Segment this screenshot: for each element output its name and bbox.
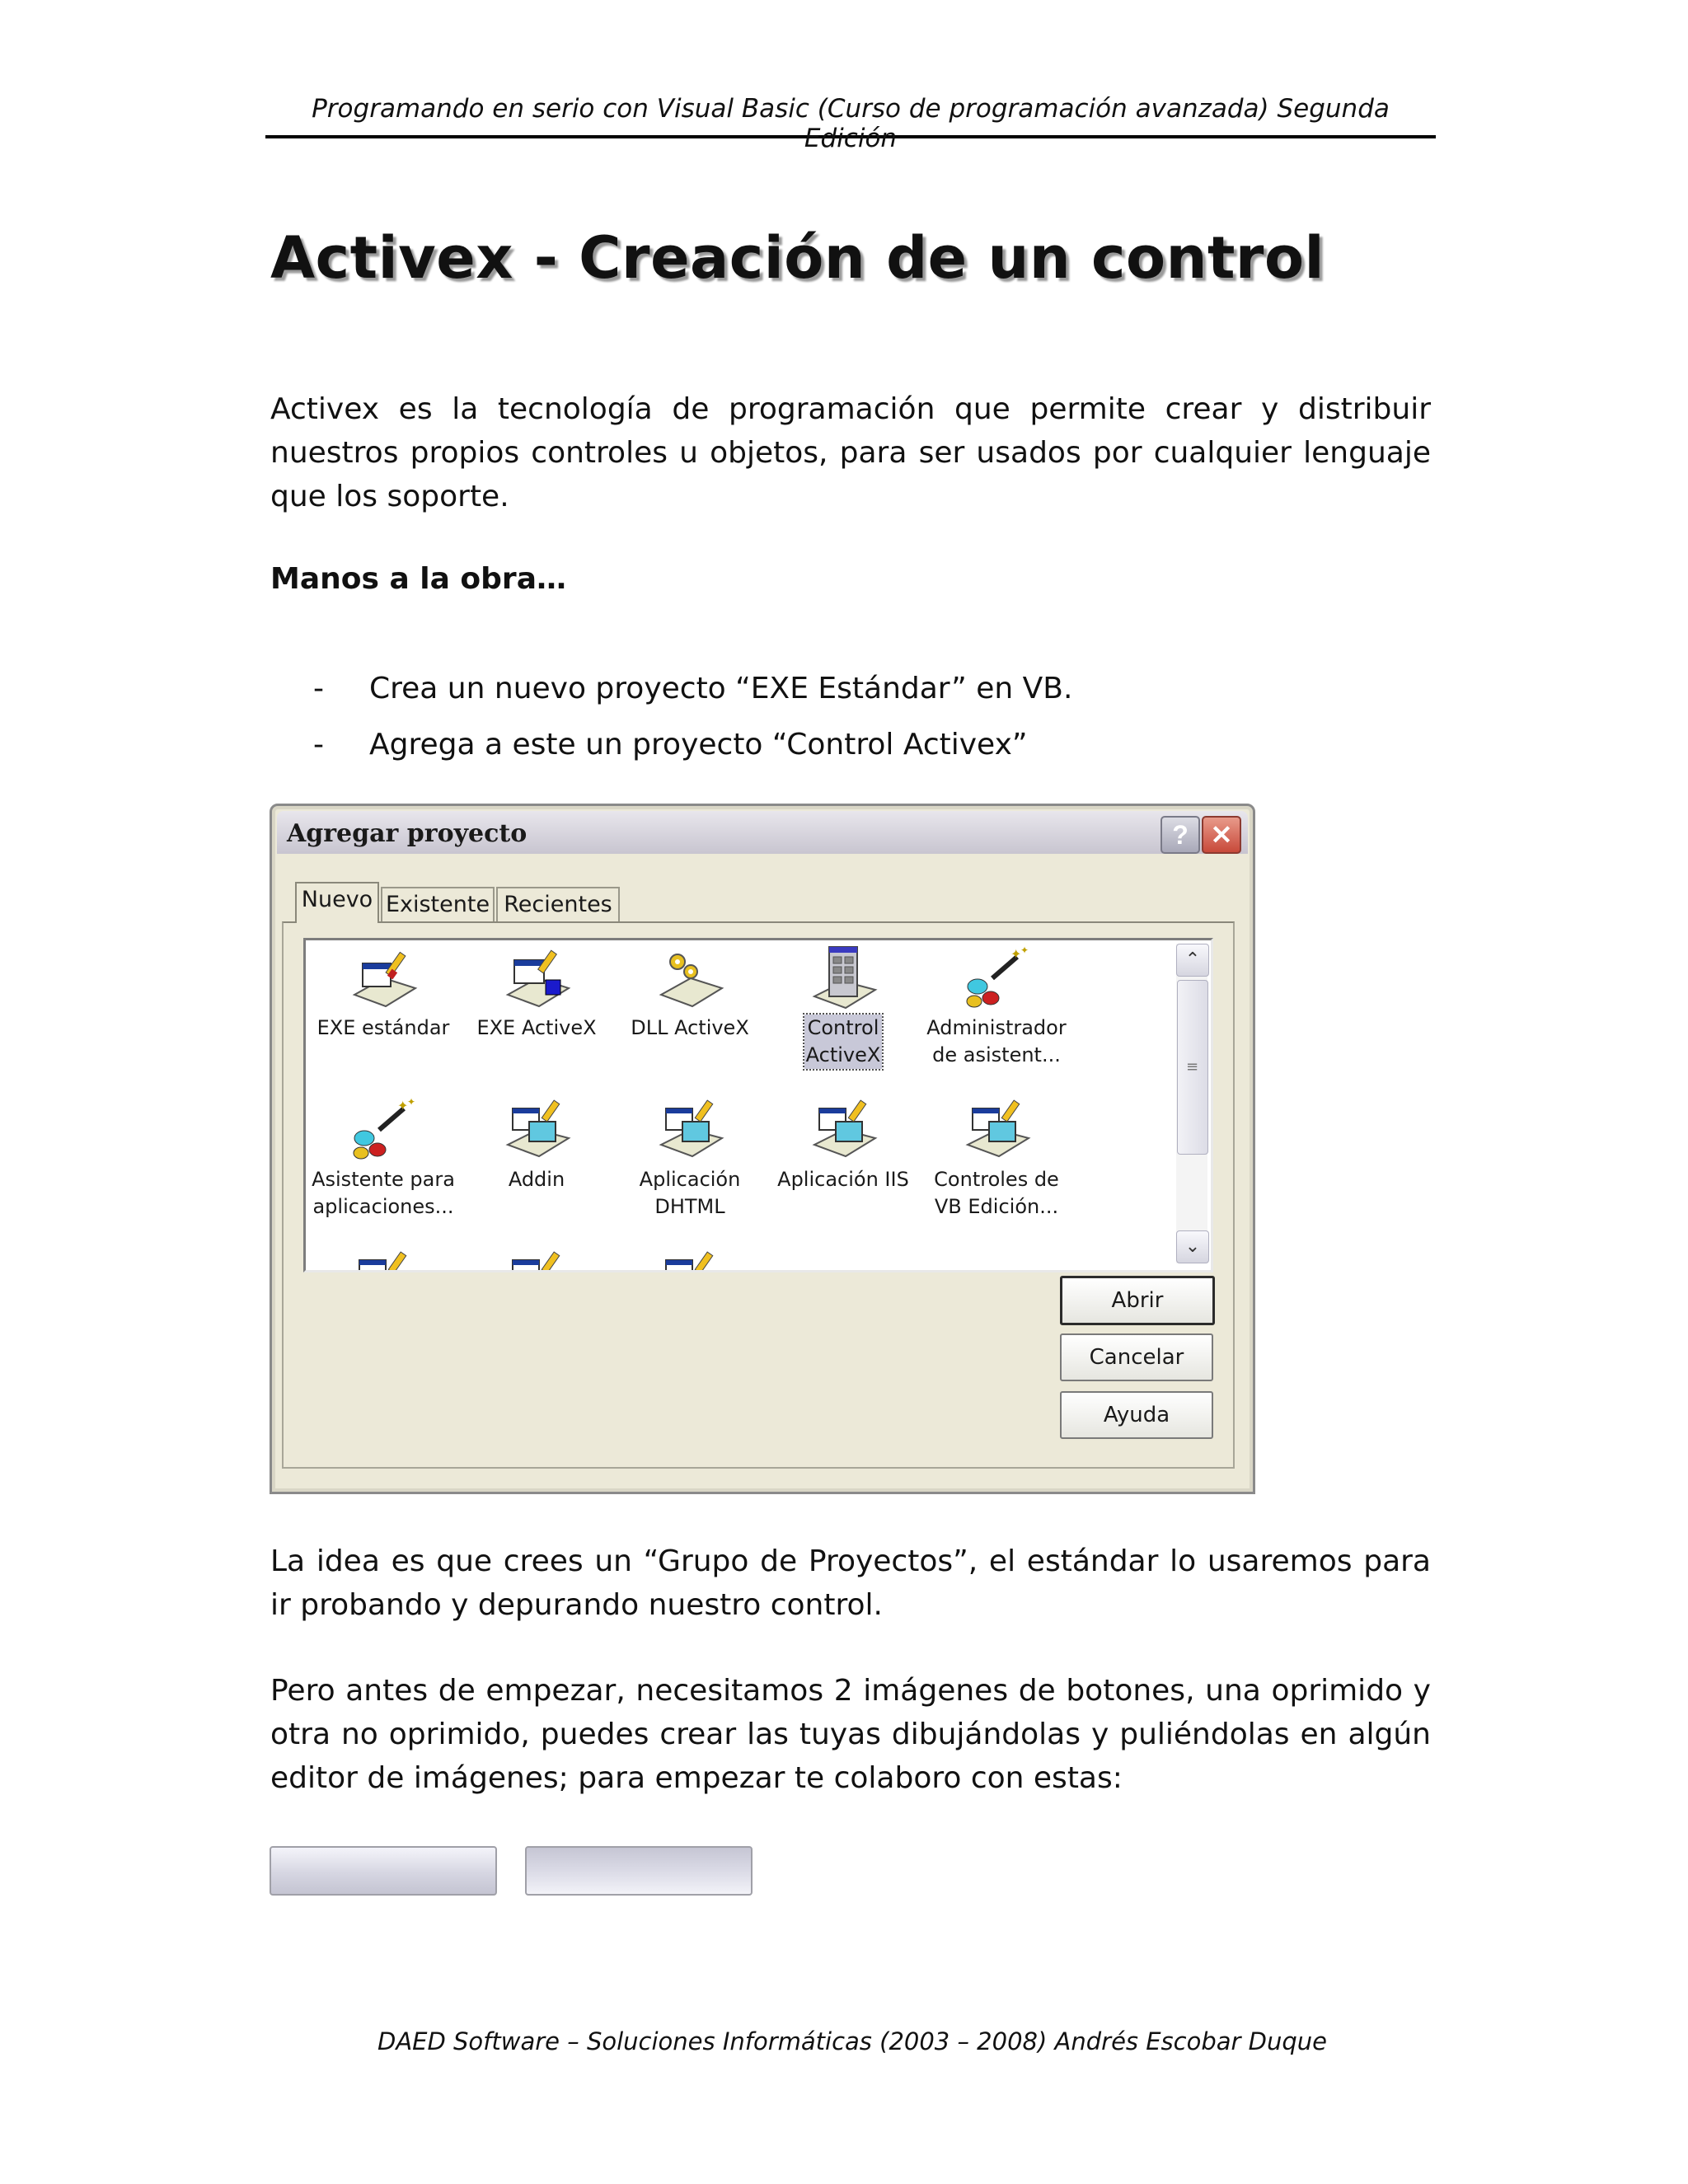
list-item-partial[interactable] <box>462 1249 611 1272</box>
project-icon <box>653 1249 727 1272</box>
dhtml-app-icon <box>653 1097 727 1163</box>
exe-standard-icon <box>346 945 420 1011</box>
running-header <box>265 92 1436 153</box>
list-item-vb-controls[interactable] <box>922 1097 1071 1221</box>
button-images-paragraph: Pero antes de empezar, necesitamos 2 imágenes de botones, una oprimido y otra no oprimido, puedes crear las tuyas dibujándolas y puliéndolas en algún editor de imágenes; para empezar te colaboro con estas: <box>270 1674 1431 1795</box>
dll-activex-icon <box>653 945 727 1011</box>
item-label: Aplicación DHTML <box>639 1168 741 1218</box>
vb-controls-icon <box>959 1097 1034 1163</box>
list-item-activex-control[interactable] <box>769 945 917 1069</box>
help-button[interactable]: Ayuda <box>1060 1391 1213 1439</box>
page-title: Activex - Creación de un control <box>270 224 1325 292</box>
add-project-dialog <box>270 804 1255 1494</box>
subheading: Manos a la obra… <box>270 562 566 596</box>
list-item-partial[interactable] <box>309 1249 457 1272</box>
item-label: EXE ActiveX <box>476 1016 597 1039</box>
list-dash: - <box>313 672 324 705</box>
list-item-text: Agrega a este un proyecto “Control Activex” <box>369 728 1028 762</box>
list-item-dhtml-app[interactable] <box>616 1097 764 1221</box>
tab-existente[interactable]: Existente <box>381 887 495 921</box>
list-item-partial[interactable] <box>616 1249 764 1272</box>
activex-control-icon <box>806 945 880 1011</box>
list-item-addin[interactable] <box>462 1097 611 1193</box>
tab-recientes[interactable]: Recientes <box>496 887 620 921</box>
scroll-up-button[interactable]: ⌃ <box>1176 944 1209 977</box>
svg-text:✦: ✦ <box>1020 945 1029 956</box>
vertical-scrollbar[interactable] <box>1176 944 1207 1263</box>
item-label: Aplicación IIS <box>777 1168 909 1191</box>
open-button[interactable]: Abrir <box>1060 1276 1215 1325</box>
item-label: Addin <box>508 1168 565 1191</box>
list-item-wizard-manager[interactable] <box>922 945 1071 1069</box>
dialog-titlebar <box>277 811 1248 854</box>
scroll-down-button[interactable]: ⌄ <box>1176 1230 1209 1263</box>
item-label: DLL ActiveX <box>631 1016 749 1039</box>
list-item <box>313 717 1072 773</box>
app-wizard-icon <box>346 1097 420 1163</box>
svg-text:✦: ✦ <box>397 1098 409 1113</box>
exe-activex-icon <box>499 945 574 1011</box>
intro-paragraph: Activex es la tecnología de programación que permite crear y distribuir nuestros propios controles u objetos, para ser usados por cualquier lenguaje que los soporte. <box>270 392 1431 513</box>
list-item-exe-standard[interactable] <box>309 945 457 1042</box>
item-label: Administrador de asistent... <box>926 1016 1067 1066</box>
project-icon <box>499 1249 574 1272</box>
item-label: Asistente para aplicaciones... <box>312 1168 455 1218</box>
project-icon <box>346 1249 420 1272</box>
iis-app-icon <box>806 1097 880 1163</box>
close-button[interactable]: ✕ <box>1202 816 1241 854</box>
tab-nuevo[interactable]: Nuevo <box>295 882 379 923</box>
list-item-app-wizard[interactable] <box>309 1097 457 1221</box>
wizard-manager-icon <box>959 945 1034 1011</box>
item-label: Controles de VB Edición... <box>934 1168 1059 1218</box>
steps-list <box>313 661 1072 773</box>
list-dash: - <box>313 728 324 762</box>
list-item-exe-activex[interactable] <box>462 945 611 1042</box>
scroll-thumb[interactable] <box>1177 980 1208 1155</box>
running-header-text: Programando en serio con Visual Basic (Curso de programación avanzada) Segunda Edición <box>312 94 1390 153</box>
grip-icon: ≡ <box>1186 1058 1199 1076</box>
dialog-title: Agregar proyecto <box>287 819 528 848</box>
list-item-dll-activex[interactable] <box>616 945 764 1042</box>
page-footer: DAED Software – Soluciones Informáticas (2003 – 2008) Andrés Escobar Duque <box>377 2027 1328 2055</box>
item-label: Control ActiveX <box>804 1015 883 1069</box>
addin-icon <box>499 1097 574 1163</box>
tab-panel <box>282 921 1235 1469</box>
cancel-button[interactable]: Cancelar <box>1060 1333 1213 1381</box>
svg-text:✦: ✦ <box>407 1097 416 1108</box>
svg-text:✦: ✦ <box>1010 946 1022 962</box>
help-title-button[interactable]: ? <box>1160 816 1200 854</box>
item-label: EXE estándar <box>316 1016 450 1039</box>
button-image-unpressed <box>270 1846 497 1896</box>
list-item <box>313 661 1072 717</box>
list-item-iis-app[interactable] <box>769 1097 917 1193</box>
project-group-paragraph: La idea es que crees un “Grupo de Proyectos”, el estándar lo usaremos para ir probando y depurando nuestro control. <box>270 1544 1431 1622</box>
list-item-text: Crea un nuevo proyecto “EXE Estándar” en VB. <box>369 672 1073 705</box>
project-type-list[interactable] <box>303 938 1213 1272</box>
button-image-pressed <box>525 1846 753 1896</box>
